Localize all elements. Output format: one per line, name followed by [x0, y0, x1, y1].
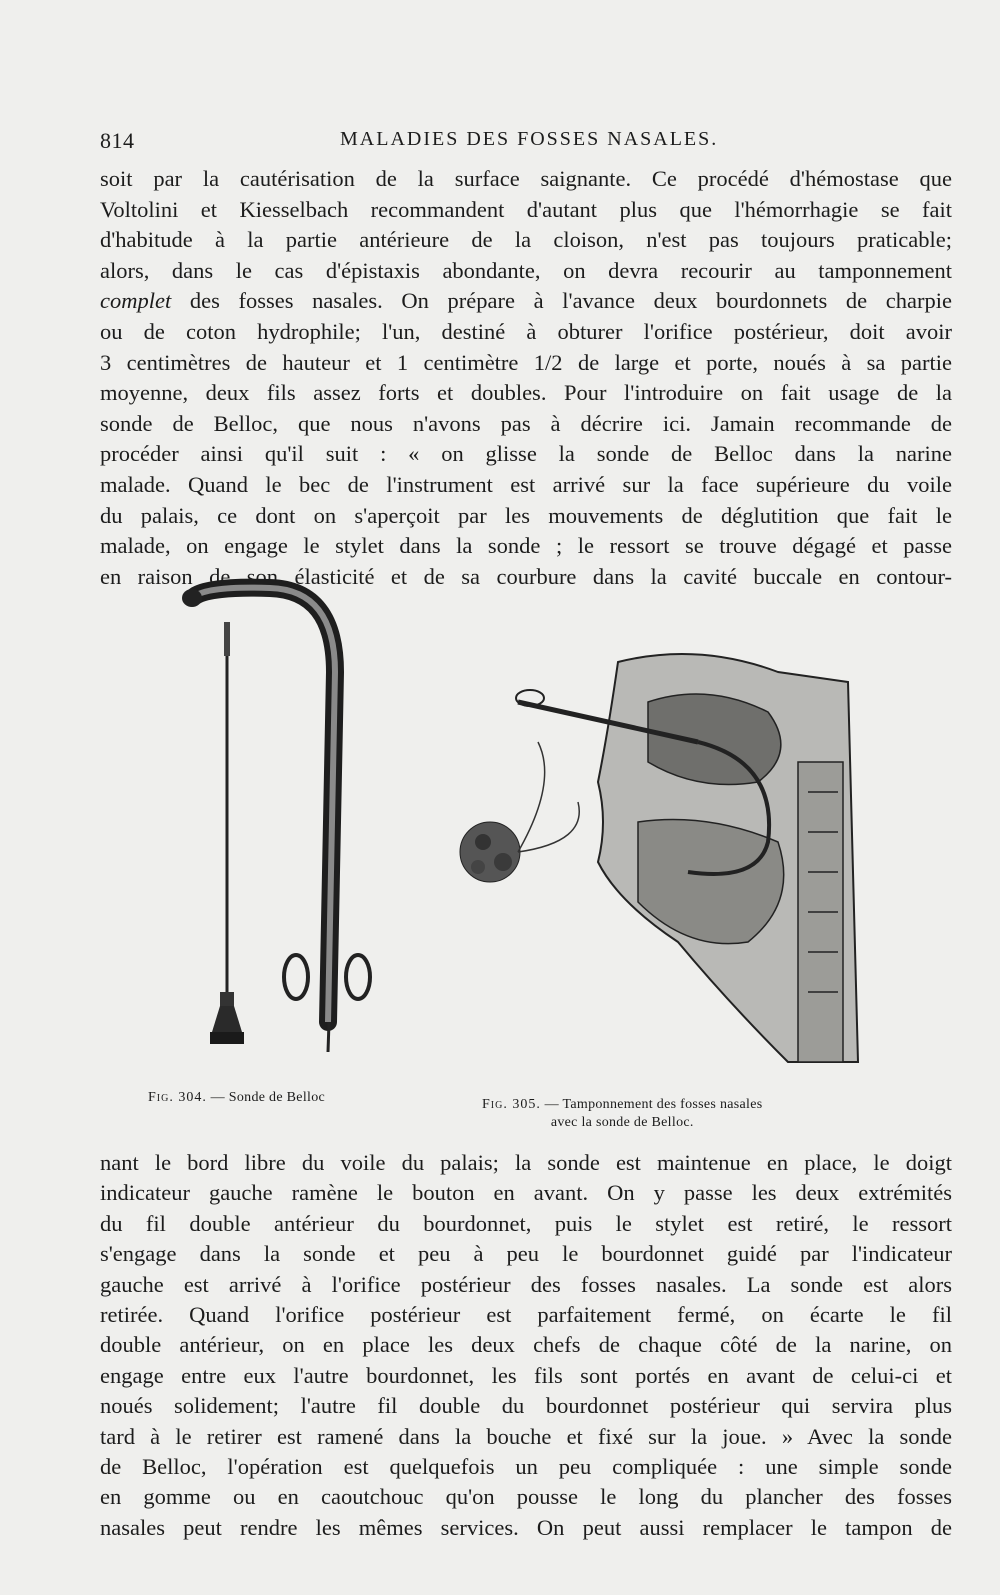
text-line: retirée. Quand l'orifice postérieur est parfaitement fermé, on écarte le fil — [100, 1302, 952, 1328]
stylet-drawing — [210, 622, 244, 1044]
text-line: en raison de son élasticité et de sa courbure dans la cavité buccale en contour- — [100, 563, 952, 589]
nasal-section-illustration — [498, 642, 878, 1122]
body-paragraph-bottom — [100, 1148, 952, 1543]
figure-305-text-line2: avec la sonde de Belloc. — [550, 1115, 694, 1130]
figure-304-text: — Sonde de Belloc — [210, 1090, 326, 1105]
text-line: noués solidement; l'autre fil double du bourdonnet postérieur qui servira plus — [100, 1393, 952, 1419]
figure-304-label: Fig. 304. — [148, 1090, 207, 1105]
text-line: sonde de Belloc, que nous n'avons pas à décrire ici. Jamain recommande de — [100, 410, 952, 436]
text-line: moyenne, deux fils assez forts et doubles. Pour l'introduire on fait usage de la — [100, 380, 952, 406]
text-line: s'engage dans la sonde et peu à peu le bourdonnet guidé par l'indicateur — [100, 1241, 952, 1267]
text-line: du palais, ce dont on s'aperçoit par les mouvements de déglutition que fait le — [100, 502, 952, 528]
figure-305-label: Fig. 305. — [482, 1097, 541, 1112]
cannula-drawing — [182, 588, 370, 1052]
text-line: malade, on engage le stylet dans la sonde ; le ressort se trouve dégagé et passe — [100, 533, 952, 559]
text-line: du fil double antérieur du bourdonnet, puis le stylet est retiré, le ressort — [100, 1210, 952, 1236]
text-line: nant le bord libre du voile du palais; la sonde est maintenue en place, le doigt — [100, 1150, 952, 1175]
figure-304-caption — [148, 1090, 325, 1106]
text-line: gauche est arrivé à l'orifice postérieur des fosses nasales. La sonde est alors — [100, 1271, 952, 1297]
figure-305-text: — Tamponnement des fosses nasales — [544, 1097, 763, 1112]
text-line: d'habitude à la partie antérieure de la cloison, n'est pas toujours praticable; — [100, 227, 952, 253]
page-number: 814 — [100, 128, 135, 153]
text-line: malade. Quand le bec de l'instrument est arrivé sur la face supérieure du voile — [100, 471, 952, 497]
figure-305-caption — [482, 1096, 763, 1132]
text-line: complet des fosses nasales. On prépare à l'avance deux bourdonnets de charpie — [100, 288, 952, 314]
text-line: de Belloc, l'opération est quelquefois un peu compliquée : une simple sonde — [100, 1454, 952, 1480]
text-line: tard à le retirer est ramené dans la bouche et fixé sur la joue. » Avec la sonde — [100, 1423, 952, 1449]
text-line: 3 centimètres de hauteur et 1 centimètre 1/2 de large et porte, noués à sa partie — [100, 349, 952, 375]
figure-area — [100, 582, 960, 1142]
text-line: Voltolini et Kiesselbach recommandent d'autant plus que l'hémorrhagie se fait — [100, 196, 952, 222]
text-line: soit par la cautérisation de la surface saignante. Ce procédé d'hémostase que — [100, 166, 952, 191]
text-line: ou de coton hydrophile; l'un, destiné à obturer l'orifice postérieur, doit avoir — [100, 318, 952, 344]
head-section-drawing — [598, 654, 858, 1062]
belloc-sound-illustration — [180, 582, 480, 1082]
text-line: indicateur gauche ramène le bouton en avant. On y passe les deux extrémités — [100, 1180, 952, 1206]
text-line: engage entre eux l'autre bourdonnet, les fils sont portés en avant de celui-ci et — [100, 1362, 952, 1388]
text-line: procéder ainsi qu'il suit : « on glisse la sonde de Belloc dans la narine — [100, 441, 952, 467]
body-paragraph-top — [100, 164, 952, 592]
text-line: nasales peut rendre les mêmes services. On peut aussi remplacer le tampon de — [100, 1514, 952, 1540]
text-line: en gomme ou en caoutchouc qu'on pousse le long du plancher des fosses — [100, 1484, 952, 1510]
text-line: alors, dans le cas d'épistaxis abondante, on devra recourir au tamponnement — [100, 257, 952, 283]
text-line: double antérieur, on en place les deux chefs de chaque côté de la narine, on — [100, 1332, 952, 1358]
page-header — [100, 128, 952, 158]
running-head: MALADIES DES FOSSES NASALES. — [340, 128, 719, 150]
